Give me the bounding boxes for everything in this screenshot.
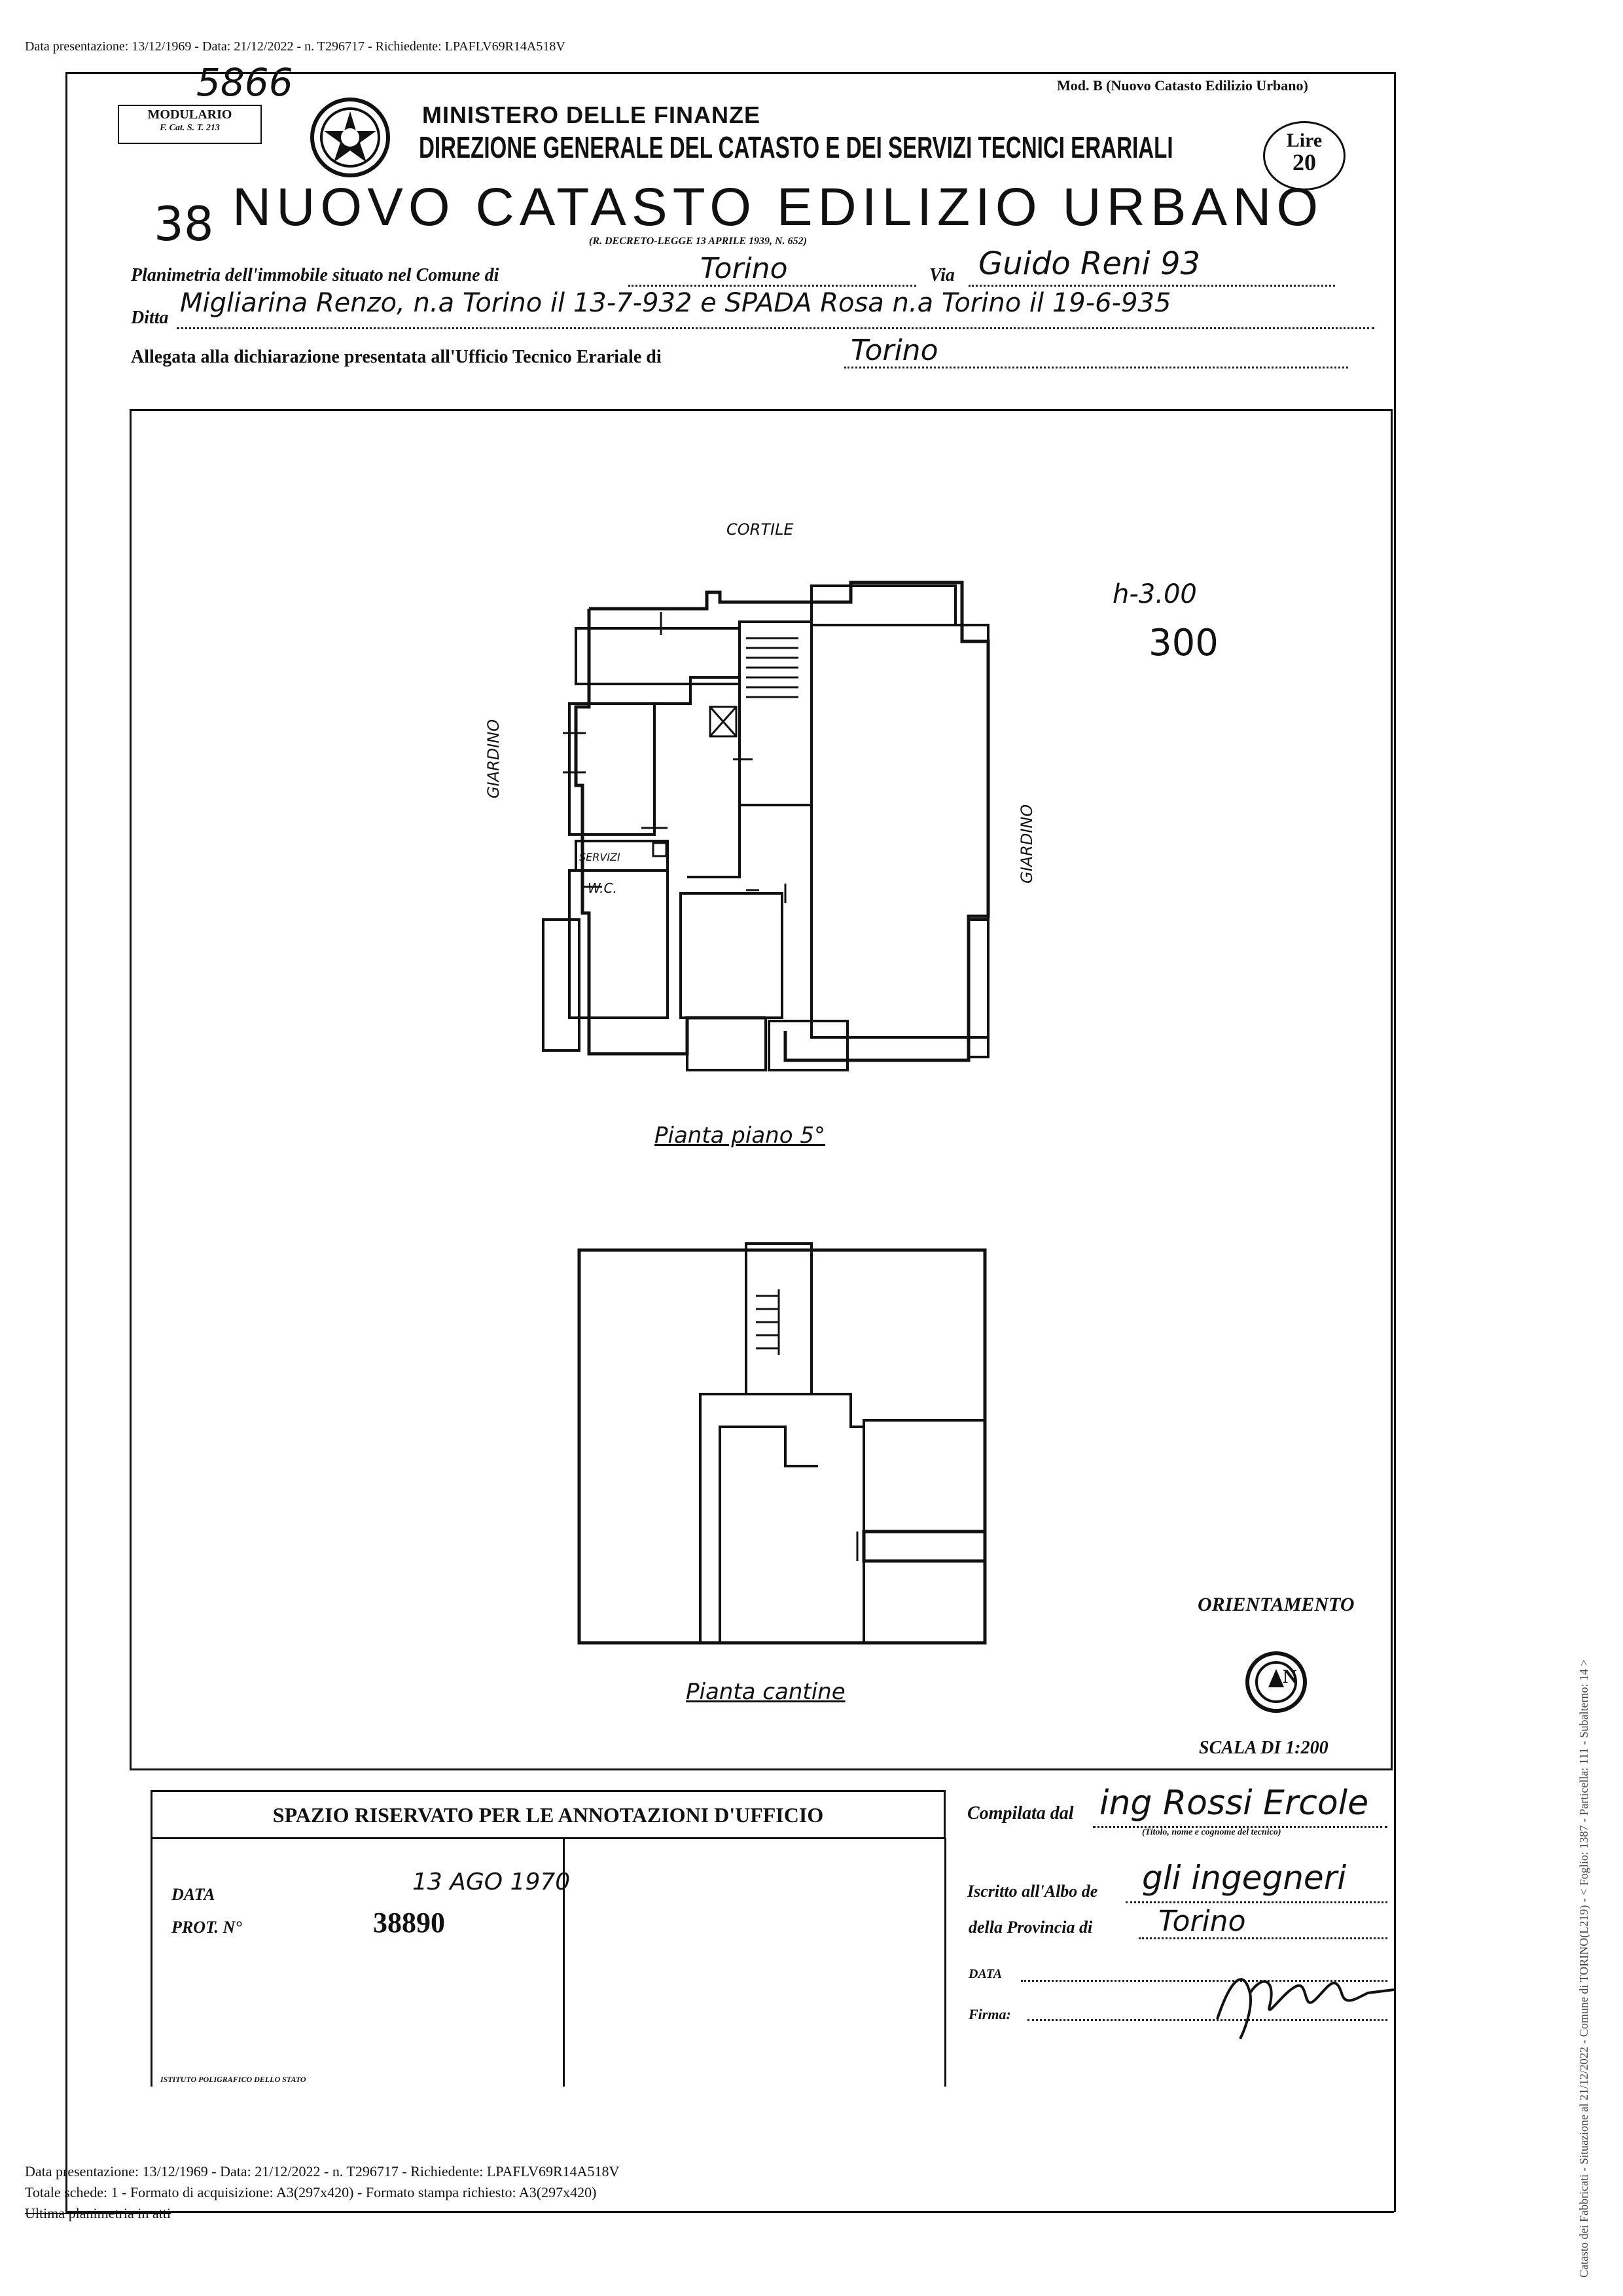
office-prot-value: 38890: [373, 1907, 445, 1939]
office-right-line: [944, 1838, 946, 2087]
comune-value: Torino: [700, 252, 788, 285]
ministry-title: MINISTERO DELLE FINANZE: [422, 101, 760, 128]
compilata-value: ing Rossi Ercole: [1099, 1784, 1369, 1823]
allegata-label: Allegata alla dichiarazione presentata all'Ufficio Tecnico Erariale di: [131, 347, 662, 367]
footer-line-1: Data presentazione: 13/12/1969 - Data: 21/12/2022 - n. T296717 - Richiedente: LPAFLV69R14A518V: [25, 2163, 620, 2179]
height-note: h-3.00: [1113, 579, 1197, 609]
modulario-sub: F. Cat. S. T. 213: [160, 123, 220, 133]
pianta-cantine-title: Pianta cantine: [686, 1679, 846, 1705]
lire-value: 20: [1293, 149, 1316, 175]
republic-emblem-icon: [308, 95, 393, 180]
servizi-label: SERVIZI: [579, 851, 620, 863]
ditta-label: Ditta: [131, 308, 169, 328]
wc-label: W.C.: [588, 880, 617, 896]
giardino-left-label: GIARDINO: [484, 719, 503, 798]
cortile-label: CORTILE: [726, 520, 794, 539]
via-value: Guido Reni 93: [978, 245, 1201, 282]
decreto-reference: (R. DECRETO-LEGGE 13 APRILE 1939, N. 652): [589, 236, 807, 247]
provincia-label: della Provincia di: [969, 1918, 1093, 1937]
ditta-dotted-line: [177, 327, 1374, 329]
lire-label: Lire: [1286, 130, 1323, 151]
pianta-piano-title: Pianta piano 5°: [654, 1122, 825, 1149]
office-title: SPAZIO RISERVATO PER LE ANNOTAZIONI D'UFFICIO: [272, 1803, 824, 1827]
office-data-label: DATA: [171, 1885, 215, 1904]
north-letter: N: [1283, 1666, 1297, 1687]
iscritto-label: Iscritto all'Albo de: [967, 1882, 1098, 1901]
via-dotted-line: [969, 285, 1335, 287]
compilata-label: Compilata dal: [967, 1803, 1074, 1823]
allegata-value: Torino: [851, 334, 938, 367]
north-arrow-icon: [1243, 1649, 1309, 1715]
floor-plan-5: [537, 563, 1008, 1073]
office-title-box: [151, 1790, 946, 1839]
signature-image: [1204, 1954, 1400, 2045]
footer-line-3: Ultima planimetria in atti: [25, 2205, 171, 2221]
scala-label: SCALA DI 1:200: [1199, 1738, 1329, 1758]
orientamento-label: ORIENTAMENTO: [1198, 1594, 1355, 1615]
direzione-title: DIREZIONE GENERALE DEL CATASTO E DEI SERVIZI TECNICI ERARIALI: [419, 130, 1173, 164]
compilata-subtitle: (Titolo, nome e cognome del tecnico): [1142, 1827, 1281, 1837]
left-frame-line: [65, 72, 67, 2212]
right-frame-line: [1394, 72, 1396, 2212]
handwritten-sheet-number: 5866: [196, 60, 293, 105]
side-vertical-text: Catasto dei Fabbricati - Situazione al 21/12/2022 - Comune di TORINO(L219) - < Foglio: 1387 - Particella: 111 - Subalterno: 14 >: [1577, 1659, 1590, 2278]
giardino-right-label: GIARDINO: [1018, 804, 1036, 884]
office-left-line: [151, 1838, 152, 2087]
provincia-value: Torino: [1158, 1905, 1246, 1938]
office-prot-label: PROT. N°: [171, 1918, 242, 1937]
via-label: Via: [929, 265, 955, 285]
model-reference: Mod. B (Nuovo Catasto Edilizio Urbano): [1057, 77, 1308, 94]
ditta-value: Migliarina Renzo, n.a Torino il 13-7-932 e SPADA Rosa n.a Torino il 19-6-935: [180, 288, 1171, 318]
iscritto-dotted-line: [1126, 1901, 1387, 1903]
iscritto-value: gli ingegneri: [1142, 1859, 1347, 1897]
sheet-number: 38: [154, 196, 214, 251]
firma-label: Firma:: [969, 2006, 1011, 2022]
planimetria-label: Planimetria dell'immobile situato nel Comune di: [131, 265, 499, 285]
compiler-data-label: DATA: [969, 1967, 1003, 1981]
bottom-frame-line: [65, 2211, 1394, 2213]
modulario-box: [118, 105, 262, 144]
modulario-label: MODULARIO: [147, 107, 232, 122]
height-note-2: 300: [1149, 622, 1219, 664]
office-data-value: 13 AGO 1970: [412, 1869, 571, 1895]
floor-plan-cantine: [576, 1230, 995, 1656]
footer-line-2: Totale schede: 1 - Formato di acquisizione: A3(297x420) - Formato stampa richiesto: A3(297x420): [25, 2184, 597, 2200]
catasto-title: NUOVO CATASTO EDILIZIO URBANO: [232, 177, 1324, 237]
printer-credit: ISTITUTO POLIGRAFICO DELLO STATO: [160, 2075, 306, 2084]
presentation-header: Data presentazione: 13/12/1969 - Data: 21/12/2022 - n. T296717 - Richiedente: LPAFLV69R14A518V: [25, 39, 565, 54]
